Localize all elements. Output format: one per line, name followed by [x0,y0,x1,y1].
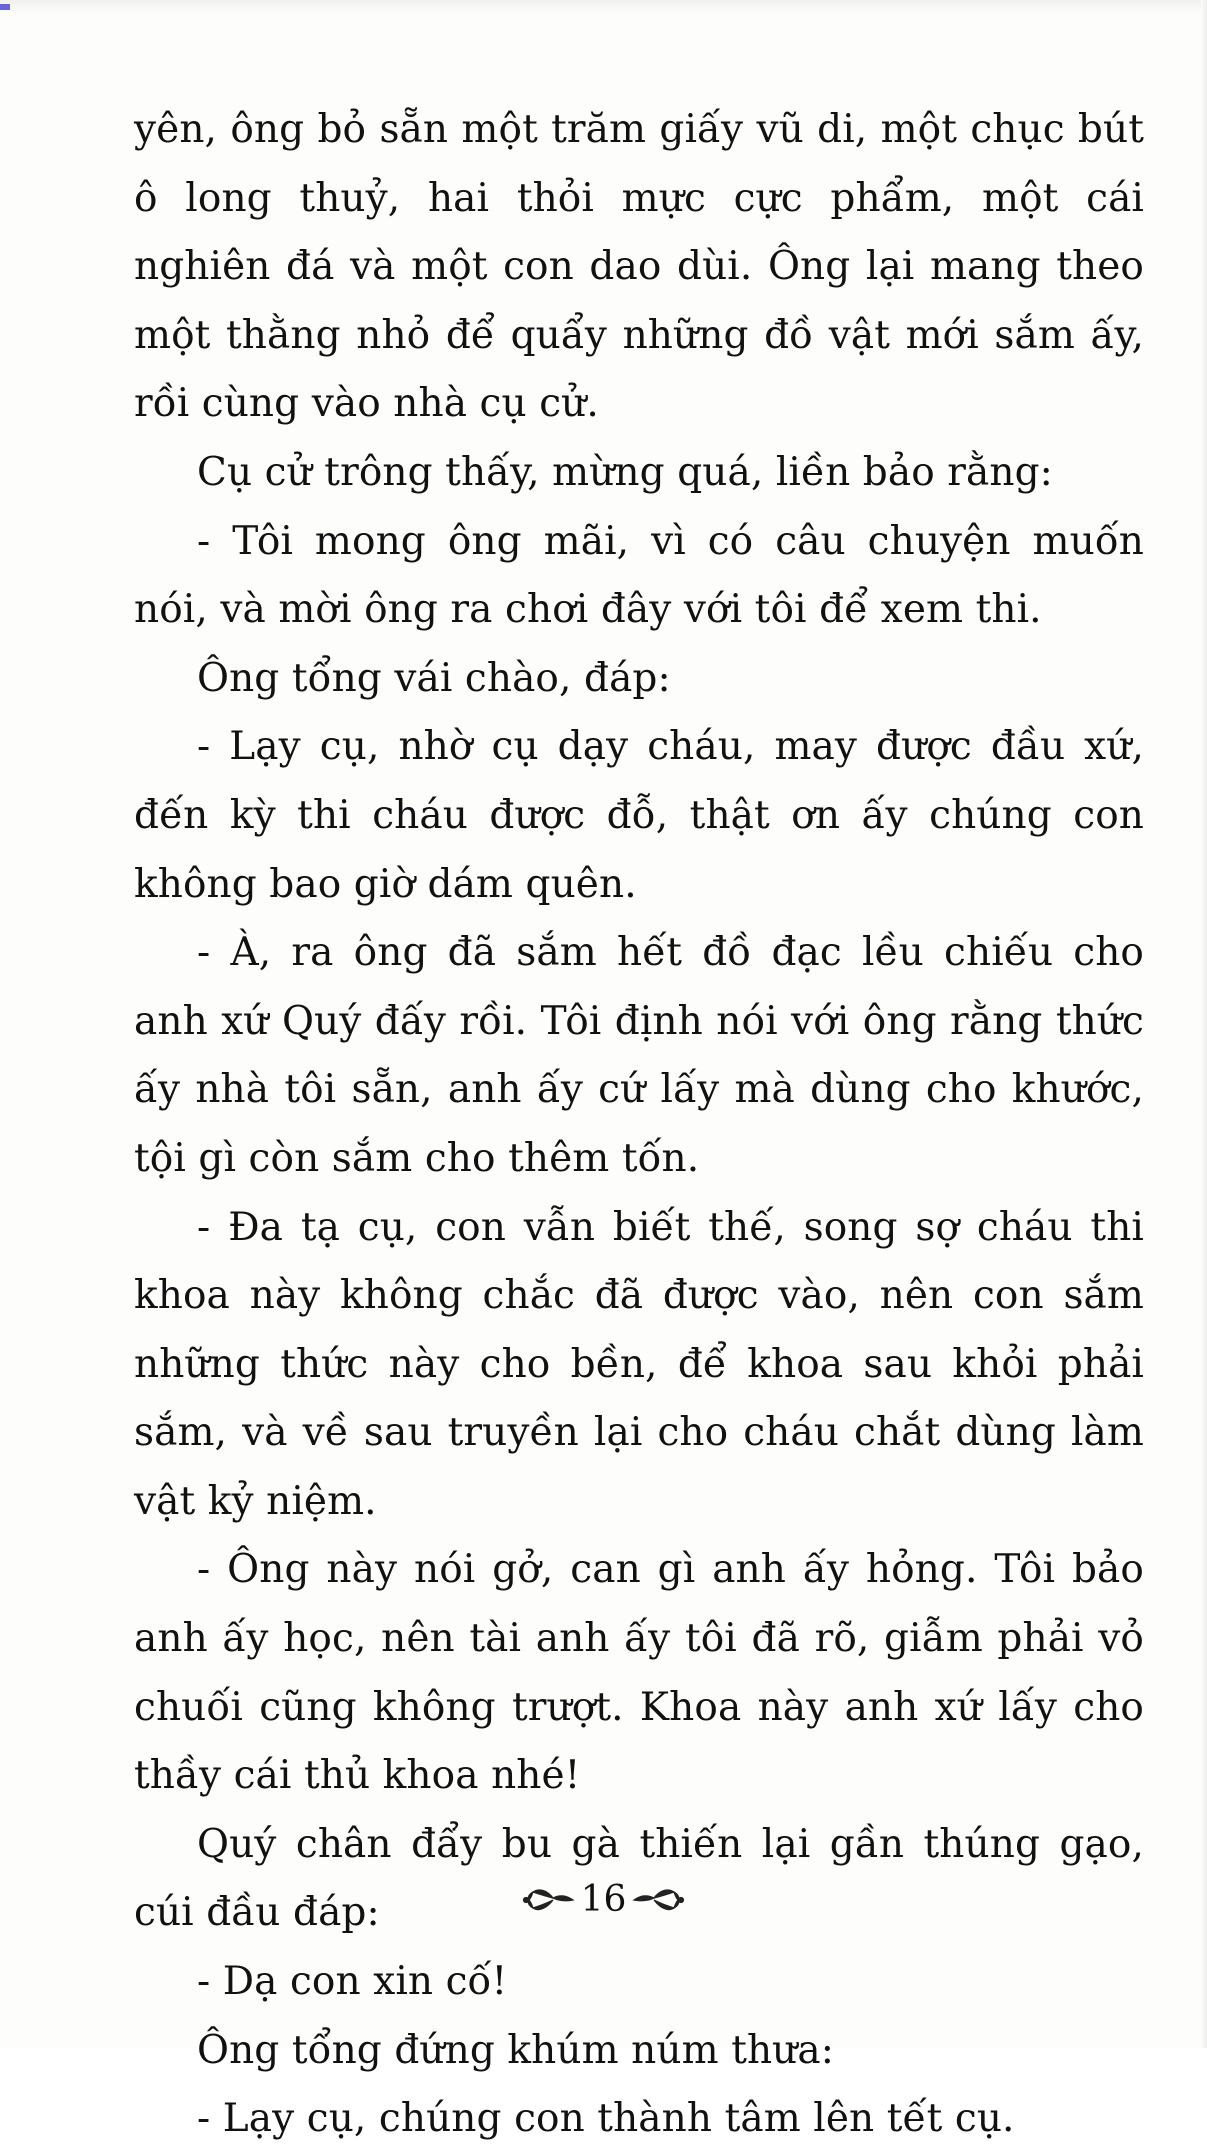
paragraph: - Lạy cụ, nhờ cụ dạy cháu, may được đầu xứ, đến kỳ thi cháu được đỗ, thật ơn ấy chúng con không bao giờ dám quên. [134,724,1144,907]
paragraph: - Tôi mong ông mãi, vì có câu chuyện muốn nói, và mời ông ra chơi đây với tôi để xem thi. [134,518,1144,633]
paragraph: Quý chân đẩy bu gà thiến lại gần thúng gạo, cúi đầu đáp: [134,1821,1144,1936]
right-ornament-icon [632,1882,684,1918]
paragraph: - Lạy cụ, chúng con thành tâm lên tết cụ. [197,2096,1015,2142]
paragraph: yên, ông bỏ sẵn một trăm giấy vũ di, một chục bút ô long thuỷ, hai thỏi mực cực phẩm, một cái nghiên đá và một con dao dùi. Ông lại mang theo một thằng nhỏ để quẩy những đồ vật mới sắm ấy, rồi cùng vào nhà cụ cử. [134,107,1144,427]
paragraph: Cụ cử trông thấy, mừng quá, liền bảo rằng: [197,449,1053,495]
page-number: 16 [580,1879,627,1920]
scan-corner-mark [0,4,10,10]
body-text [134,96,1144,2154]
page-right-edge [1201,0,1207,2048]
paragraph: - Dạ con xin cố! [197,1959,508,2005]
paragraph: - Đa tạ cụ, con vẫn biết thế, song sợ cháu thi khoa này không chắc đã được vào, nên con sắm những thức này cho bền, để khoa sau khỏi phải sắm, và về sau truyền lại cho cháu chắt dùng làm vật kỷ niệm. [134,1204,1144,1524]
left-ornament-icon [523,1882,575,1918]
page-footer [0,1870,1207,1930]
paragraph: Ông tổng vái chào, đáp: [197,655,671,701]
page-top-edge [0,0,1207,14]
paragraph: - Ông này nói gở, can gì anh ấy hỏng. Tôi bảo anh ấy học, nên tài anh ấy tôi đã rõ, giẫm phải vỏ chuối cũng không trượt. Khoa này anh xứ lấy cho thầy cái thủ khoa nhé! [134,1547,1144,1799]
paragraph: Ông tổng đứng khúm núm thưa: [197,2027,834,2073]
paragraph: - À, ra ông đã sắm hết đồ đạc lều chiếu cho anh xứ Quý đấy rồi. Tôi định nói với ông rằng thức ấy nhà tôi sẵn, anh ấy cứ lấy mà dùng cho khước, tội gì còn sắm cho thêm tốn. [134,930,1144,1181]
